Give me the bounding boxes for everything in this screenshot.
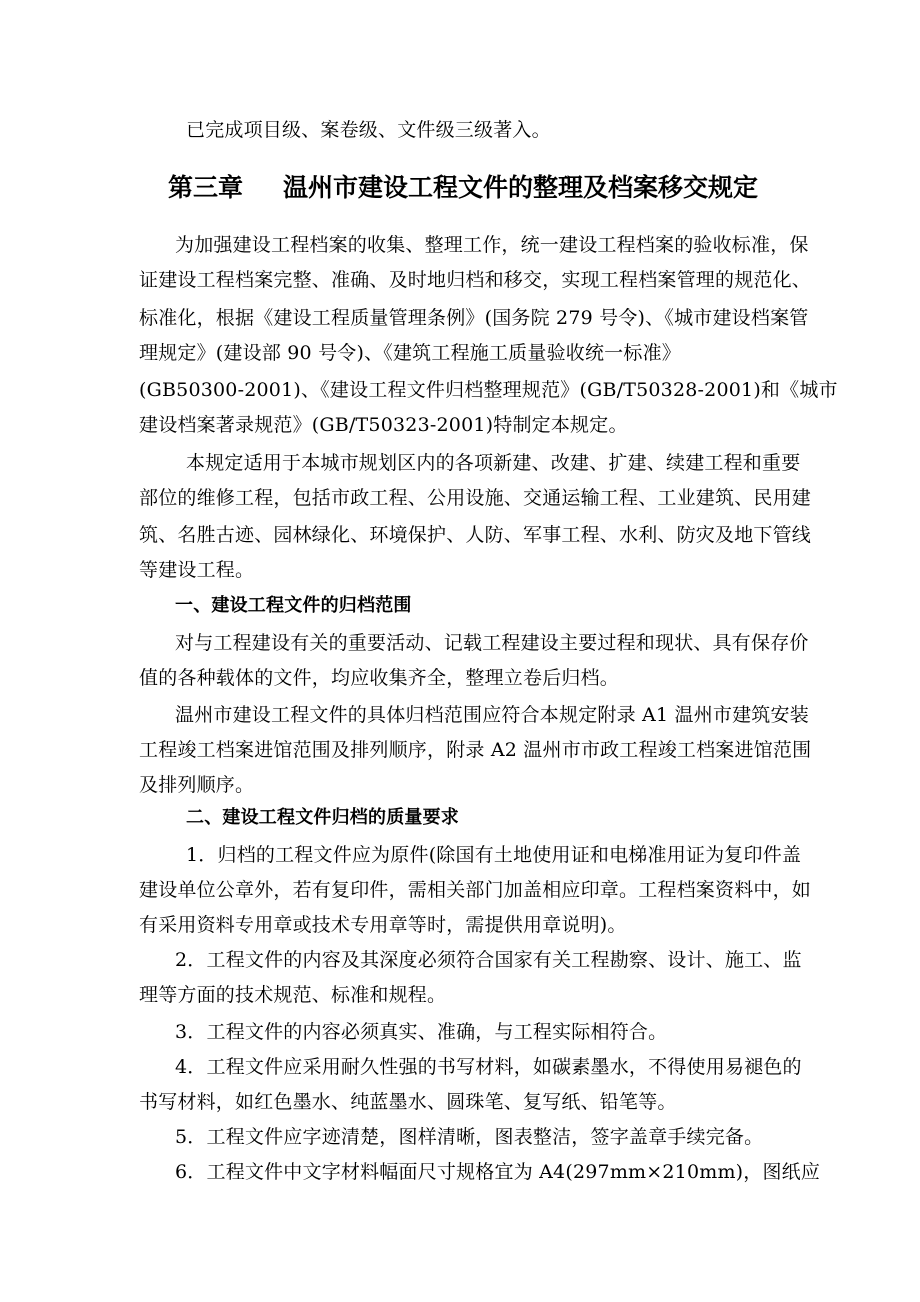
paragraph-line: 为加强建设工程档案的收集、整理工作，统一建设工程档案的验收标准，保 — [175, 234, 809, 256]
intro-line: 已完成项目级、案卷级、文件级三级著入。 — [186, 119, 551, 141]
paragraph-line: 筑、名胜古迹、园林绿化、环境保护、人防、军事工程、水利、防灾及地下管线 — [139, 524, 812, 546]
paragraph-line: 温州市建设工程文件的具体归档范围应符合本规定附录 A1 温州市建筑安装 — [175, 704, 809, 726]
list-item-line: 6．工程文件中文字材料幅面尺寸规格宜为 A4(297mm×210mm)，图纸应 — [175, 1161, 821, 1183]
paragraph-line: 部位的维修工程，包括市政工程、公用设施、交通运输工程、工业建筑、民用建 — [139, 487, 812, 509]
list-item-line: 理等方面的技术规范、标准和规程。 — [139, 984, 447, 1006]
list-item-line: 3．工程文件的内容必须真实、准确，与工程实际相符合。 — [175, 1021, 668, 1043]
paragraph-line: 理规定》(建设部 90 号令)、《建筑工程施工质量验收统一标准》 — [139, 342, 681, 364]
paragraph-line: 建设档案著录规范》(GB/T50323-2001)特制定本规定。 — [139, 414, 628, 436]
section-heading-1: 一、建设工程文件的归档范围 — [175, 595, 412, 616]
chapter-number: 第三章 — [168, 173, 244, 202]
paragraph-line: (GB50300-2001)、《建设工程文件归档整理规范》(GB/T50328-2001)和《城市 — [139, 379, 838, 401]
list-item-line: 1．归档的工程文件应为原件(除国有土地使用证和电梯准用证为复印件盖 — [186, 844, 802, 866]
paragraph-line: 标准化，根据《建设工程质量管理条例》(国务院 279 号令)、《城市建设档案管 — [139, 307, 809, 329]
chapter-heading — [168, 172, 758, 204]
paragraph-line: 值的各种载体的文件，均应收集齐全，整理立卷后归档。 — [139, 667, 620, 689]
paragraph-line: 证建设工程档案完整、准确、及时地归档和移交，实现工程档案管理的规范化、 — [139, 269, 812, 291]
list-item-line: 2．工程文件的内容及其深度必须符合国家有关工程勘察、设计、施工、监 — [175, 949, 802, 971]
list-item-line: 5．工程文件应字迹清楚，图样清晰，图表整洁，签字盖章手续完备。 — [175, 1126, 764, 1148]
list-item-line: 建设单位公章外，若有复印件，需相关部门加盖相应印章。工程档案资料中，如 — [139, 879, 812, 901]
list-item-line: 书写材料，如红色墨水、纯蓝墨水、圆珠笔、复写纸、铅笔等。 — [139, 1091, 677, 1113]
paragraph-line: 等建设工程。 — [139, 559, 255, 581]
paragraph-line: 本规定适用于本城市规划区内的各项新建、改建、扩建、续建工程和重要 — [186, 452, 801, 474]
chapter-title: 温州市建设工程文件的整理及档案移交规定 — [283, 173, 759, 202]
list-item-line: 有采用资料专用章或技术专用章等时，需提供用章说明)。 — [139, 914, 627, 936]
paragraph-line: 对与工程建设有关的重要活动、记载工程建设主要过程和现状、具有保存价 — [175, 632, 809, 654]
paragraph-line: 及排列顺序。 — [139, 774, 255, 796]
list-item-line: 4．工程文件应采用耐久性强的书写材料，如碳素墨水，不得使用易褪色的 — [175, 1056, 802, 1078]
paragraph-line: 工程竣工档案进馆范围及排列顺序，附录 A2 温州市市政工程竣工档案进馆范围 — [139, 739, 812, 761]
section-heading-2: 二、建设工程文件归档的质量要求 — [186, 807, 459, 828]
